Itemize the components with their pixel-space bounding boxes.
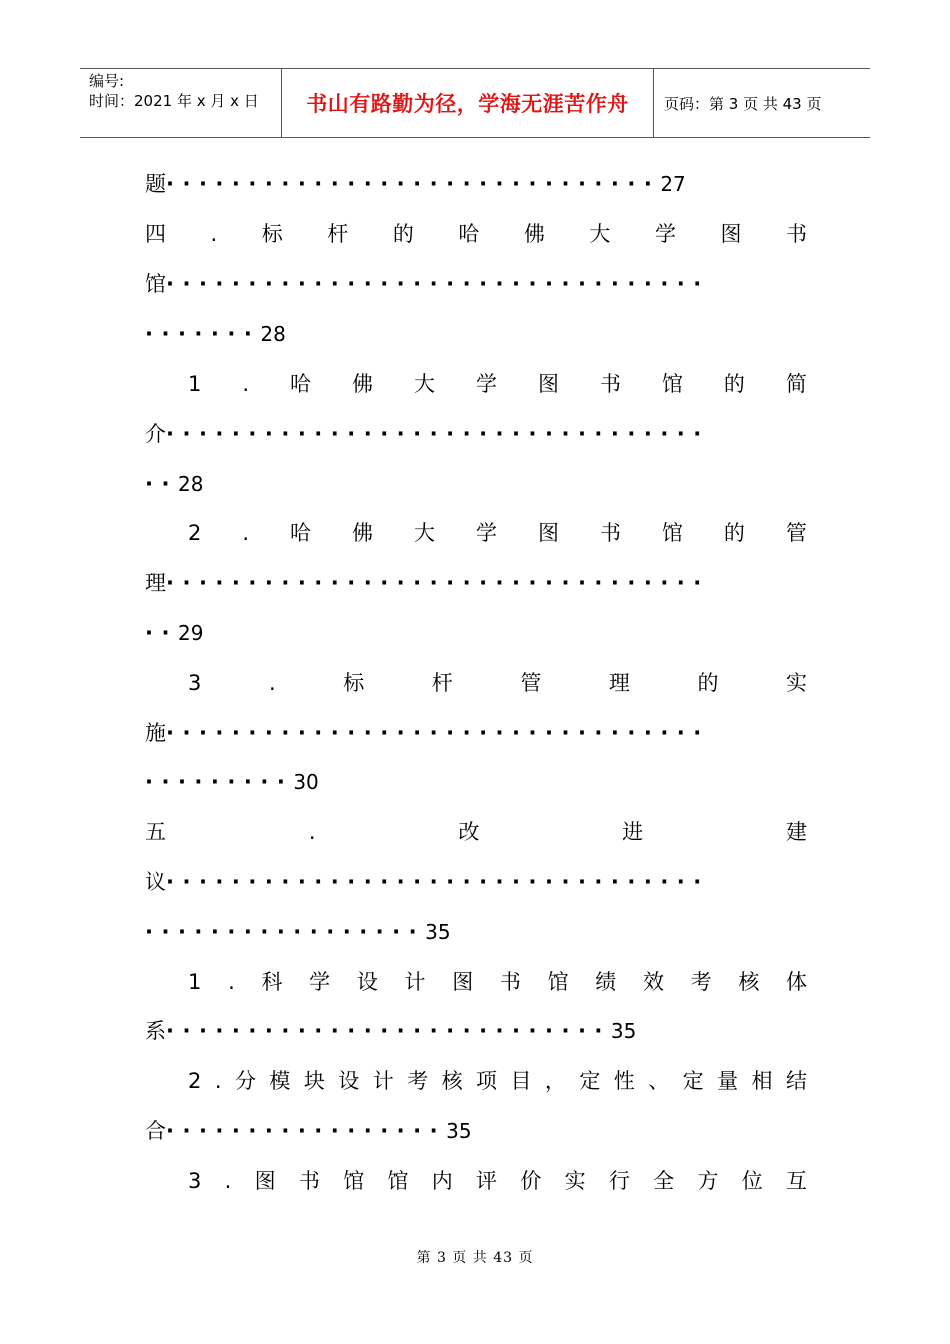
toc-text: 题 [145, 172, 166, 196]
toc-char: 设 [338, 1069, 360, 1093]
toc-line [145, 469, 807, 499]
toc-text: 系 [145, 1019, 166, 1043]
serial-label: 编号: [89, 72, 125, 90]
toc-char: 定 [682, 1069, 704, 1093]
toc-char: . [308, 820, 316, 844]
toc-line [145, 1116, 807, 1146]
toc-char: 五 [145, 820, 166, 844]
toc-line [188, 369, 807, 399]
dot-leader: ································· [166, 272, 710, 296]
toc-char: 馆 [387, 1169, 409, 1193]
toc-char: 学 [309, 970, 331, 994]
toc-char: 结 [785, 1069, 807, 1093]
toc-char: 考 [690, 970, 712, 994]
toc-page-number: 35 [610, 1019, 637, 1043]
toc-char: 设 [356, 970, 378, 994]
toc-text: 议 [145, 870, 166, 894]
toc-line [188, 1066, 807, 1096]
toc-char: . [242, 372, 250, 396]
toc-line [145, 1016, 807, 1046]
toc-char: . [210, 222, 218, 246]
toc-char: . [242, 521, 250, 545]
toc-page-number: 35 [446, 1119, 472, 1143]
toc-char: . [228, 970, 235, 994]
toc-text: 馆 [145, 272, 166, 296]
dot-leader: ·· [145, 621, 178, 645]
toc-char: 佛 [352, 372, 374, 396]
toc-page-number: 27 [660, 172, 686, 196]
toc-char: 目 [510, 1069, 532, 1093]
toc-char: 馆 [661, 521, 683, 545]
toc-char: 实 [786, 671, 807, 695]
toc-char: 项 [476, 1069, 497, 1093]
header-meta-cell [80, 69, 282, 137]
toc-char: 科 [261, 970, 283, 994]
toc-char: 杆 [327, 222, 349, 246]
document-header [80, 68, 870, 138]
toc-char: 评 [476, 1169, 498, 1193]
toc-char: 进 [622, 820, 644, 844]
toc-char: ， [544, 1069, 566, 1093]
toc-char: 实 [564, 1169, 586, 1193]
toc-char: 性 [613, 1069, 635, 1093]
toc-char: 馆 [343, 1169, 365, 1193]
toc-char: 图 [254, 1169, 276, 1193]
toc-char: 书 [298, 1169, 320, 1193]
toc-char: 的 [697, 671, 719, 695]
toc-char: 大 [414, 372, 435, 396]
dot-leader: ·· [145, 472, 178, 496]
toc-char: 图 [452, 970, 474, 994]
toc-char: 图 [720, 222, 742, 246]
toc-line [188, 1166, 807, 1196]
toc-char: 核 [441, 1069, 463, 1093]
dot-leader: ································· [166, 721, 710, 745]
toc-char: 馆 [547, 970, 569, 994]
toc-line [145, 867, 807, 897]
toc-line [145, 219, 807, 249]
dot-leader: ······························ [166, 172, 661, 196]
toc-char: 计 [404, 970, 426, 994]
dot-leader: ······· [145, 322, 261, 346]
page-footer: 第 3 页 共 43 页 [416, 1250, 534, 1266]
toc-char: 佛 [523, 222, 545, 246]
toc-char: 建 [786, 820, 807, 844]
dot-leader: ········· [145, 770, 294, 794]
toc-text: 理 [145, 571, 166, 595]
toc-char: 相 [751, 1069, 773, 1093]
header-motto-cell [282, 69, 654, 137]
toc-page-number: 29 [177, 621, 204, 645]
toc-line [145, 319, 807, 349]
toc-page-number: 28 [177, 472, 204, 496]
toc-char: 核 [738, 970, 760, 994]
toc-text: 介 [145, 422, 166, 446]
motto-text: 书山有路勤为径，学海无涯苦作舟 [306, 91, 629, 116]
toc-char: 杆 [431, 671, 453, 695]
toc-char: 的 [723, 521, 745, 545]
toc-line [145, 718, 807, 748]
toc-char: 模 [269, 1069, 291, 1093]
toc-char: 定 [579, 1069, 601, 1093]
toc-char: 方 [697, 1169, 719, 1193]
toc-char: 分 [234, 1069, 256, 1093]
toc-char: 、 [648, 1069, 670, 1093]
toc-char: 理 [608, 671, 630, 695]
toc-text: 合 [145, 1119, 166, 1143]
toc-char: 管 [520, 671, 542, 695]
toc-char: 简 [785, 372, 807, 396]
toc-line [145, 917, 807, 947]
dot-leader: ··························· [166, 1019, 611, 1043]
toc-char: 位 [741, 1169, 763, 1193]
toc-line [188, 967, 807, 997]
toc-char: 绩 [595, 970, 617, 994]
toc-line [145, 269, 807, 299]
toc-char: 学 [654, 222, 676, 246]
toc-line [145, 767, 807, 797]
toc-line [145, 817, 807, 847]
toc-char: 大 [414, 521, 435, 545]
toc-char: . [214, 1069, 222, 1093]
toc-char: 互 [786, 1169, 807, 1193]
toc-line [145, 618, 807, 648]
toc-char: 的 [392, 222, 414, 246]
toc-page-number: 35 [425, 920, 451, 944]
toc-line [188, 668, 807, 698]
toc-char: 书 [599, 521, 621, 545]
dot-leader: ································· [166, 870, 710, 894]
toc-line [145, 568, 807, 598]
toc-char: 的 [723, 372, 745, 396]
toc-char: 图 [537, 372, 559, 396]
dot-leader: ················· [166, 1119, 447, 1143]
time-label: 时间：2021 年 x 月 x 日 [89, 92, 259, 110]
toc-char: 考 [407, 1069, 429, 1093]
toc-page-number: 30 [293, 770, 319, 794]
toc-char: 标 [343, 671, 365, 695]
toc-char: 学 [475, 372, 497, 396]
toc-char: 图 [537, 521, 559, 545]
toc-char: 哈 [458, 222, 480, 246]
toc-char: 3 [188, 1169, 202, 1193]
toc-char: 哈 [290, 372, 312, 396]
toc-char: 2 [188, 1069, 202, 1093]
toc-char: 内 [431, 1169, 453, 1193]
toc-char: 计 [372, 1069, 394, 1093]
toc-char: 书 [786, 222, 807, 246]
dot-leader: ················· [145, 920, 426, 944]
toc-page-number: 28 [260, 322, 286, 346]
toc-char: 书 [599, 372, 621, 396]
toc-char: 价 [520, 1169, 542, 1193]
toc-char: 学 [475, 521, 497, 545]
page-info: 页码：第 3 页 共 43 页 [664, 94, 822, 113]
toc-line [145, 419, 807, 449]
toc-char: . [268, 671, 276, 695]
toc-char: 大 [589, 222, 611, 246]
toc-char: 1 [188, 372, 202, 396]
toc-char: 馆 [661, 372, 683, 396]
toc-line [188, 518, 807, 548]
toc-char: 书 [499, 970, 521, 994]
toc-char: 改 [458, 820, 480, 844]
dot-leader: ································· [166, 422, 710, 446]
toc-char: 行 [608, 1169, 630, 1193]
toc-char: 效 [642, 970, 664, 994]
toc-char: 体 [786, 970, 807, 994]
dot-leader: ································· [166, 571, 710, 595]
toc-char: 2 [188, 521, 202, 545]
toc-char: . [224, 1169, 232, 1193]
toc-char: 佛 [352, 521, 374, 545]
toc-char: 标 [261, 222, 283, 246]
header-page-cell [654, 69, 870, 137]
toc-char: 哈 [290, 521, 312, 545]
toc-char: 量 [717, 1069, 739, 1093]
toc-char: 全 [653, 1169, 675, 1193]
toc-char: 管 [785, 521, 807, 545]
toc-line [145, 169, 807, 199]
toc-char: 四 [145, 222, 166, 246]
toc-text: 施 [145, 721, 166, 745]
toc-char: 1 [188, 970, 202, 994]
toc-char: 块 [303, 1069, 325, 1093]
toc-char: 3 [188, 671, 202, 695]
